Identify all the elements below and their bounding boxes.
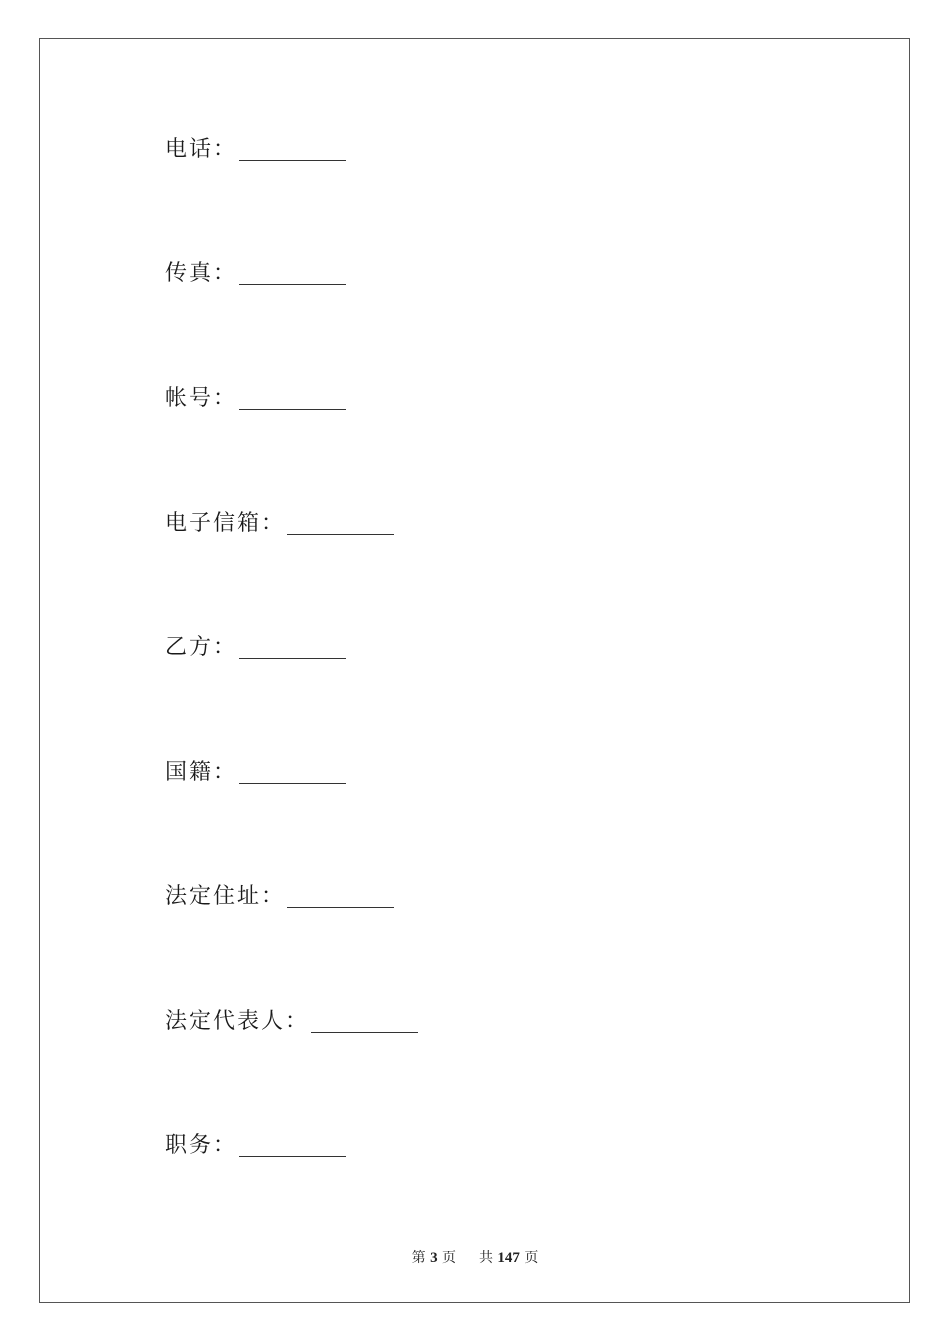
- footer-page-number: 3: [430, 1250, 438, 1266]
- field-fax: [165, 259, 346, 289]
- footer-total-pages: 147: [497, 1250, 520, 1266]
- field-email: [165, 509, 394, 539]
- field-blank-fax: [239, 284, 346, 285]
- field-phone: [165, 135, 346, 165]
- field-label-party-b: 乙方：: [165, 635, 238, 660]
- field-label-email: 电子信箱：: [165, 511, 286, 536]
- field-label-phone: 电话：: [165, 137, 238, 162]
- field-blank-legal-address: [287, 907, 394, 908]
- field-position: [165, 1131, 346, 1161]
- footer-page-prefix: 第: [411, 1250, 426, 1266]
- field-nationality: [165, 758, 346, 788]
- field-label-legal-representative: 法定代表人：: [165, 1009, 310, 1034]
- field-blank-position: [239, 1156, 346, 1157]
- field-label-legal-address: 法定住址：: [165, 884, 286, 909]
- field-blank-legal-representative: [311, 1032, 418, 1033]
- field-account: [165, 384, 346, 414]
- field-blank-party-b: [239, 658, 346, 659]
- field-label-position: 职务：: [165, 1133, 238, 1158]
- field-label-nationality: 国籍：: [165, 760, 238, 785]
- field-legal-representative: [165, 1007, 418, 1037]
- footer-total-suffix: 页: [524, 1250, 539, 1266]
- field-party-b: [165, 633, 346, 663]
- field-label-account: 帐号：: [165, 386, 238, 411]
- field-blank-nationality: [239, 783, 346, 784]
- field-label-fax: 传真：: [165, 261, 238, 286]
- page-footer: [0, 1247, 950, 1267]
- page-border: [39, 38, 910, 1303]
- footer-total-prefix: 共: [478, 1250, 493, 1266]
- field-blank-account: [239, 409, 346, 410]
- field-legal-address: [165, 882, 394, 912]
- field-blank-email: [287, 534, 394, 535]
- field-blank-phone: [239, 160, 346, 161]
- footer-page-suffix: 页: [442, 1250, 457, 1266]
